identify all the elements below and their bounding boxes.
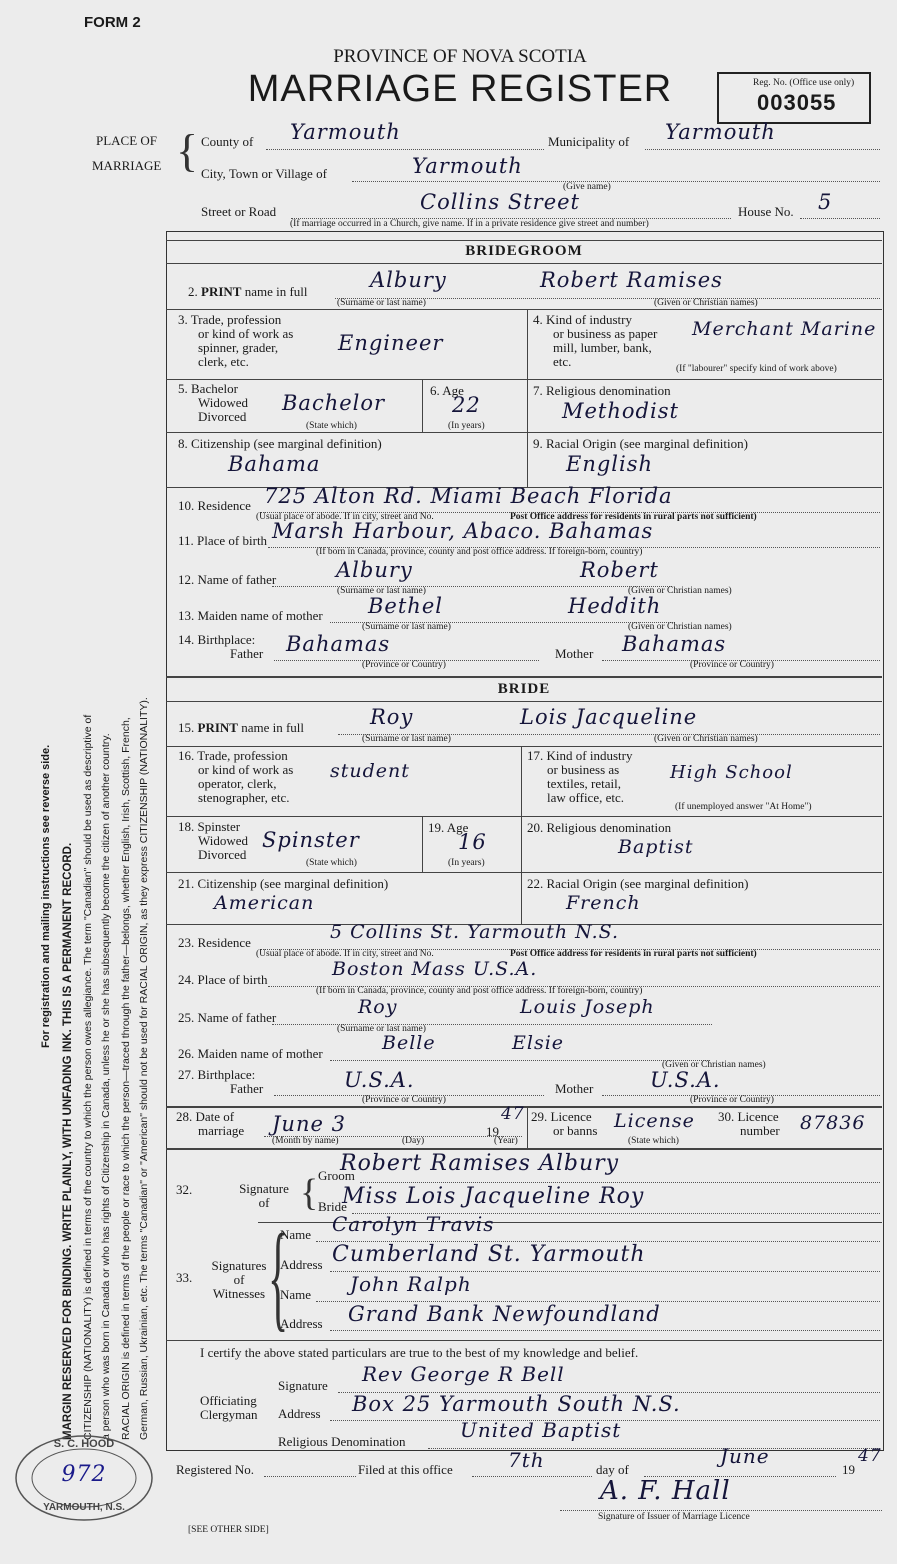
f29-label: 29. Licence or banns bbox=[531, 1109, 598, 1138]
f30-label: 30. Licence number bbox=[718, 1109, 780, 1138]
groom-mother-surname-note: (Surname or last name) bbox=[362, 622, 451, 632]
margin-note-3: CITIZENSHIP (NATIONALITY) is defined in terms of the country to which the person owes allegiance. The term "Canadian" should be used as descriptive of bbox=[82, 714, 94, 1440]
house-value: 5 bbox=[818, 190, 833, 214]
margin-note-2: MARGIN RESERVED FOR BINDING. WRITE PLAINLY, WITH UNFADING INK. THIS IS A PERMANENT RECORD. bbox=[62, 842, 74, 1440]
bride-citizenship: American bbox=[214, 892, 315, 914]
bride-mother-given: Elsie bbox=[512, 1032, 565, 1054]
f10-note-1: (Usual place of abode. If in city, street and No. bbox=[256, 512, 434, 522]
bride-father-given: Louis Joseph bbox=[520, 996, 655, 1018]
groom-father-surname: Albury bbox=[336, 558, 413, 582]
f2-num: 2. bbox=[188, 284, 198, 299]
house-label: House No. bbox=[738, 204, 794, 219]
bride-age: 16 bbox=[458, 830, 487, 854]
groom-sig-label: Groom bbox=[318, 1168, 355, 1183]
month-note: (Month by name) bbox=[272, 1136, 339, 1146]
groom-father-given: Robert bbox=[580, 558, 659, 582]
f4-label: 4. Kind of industry or business as paper mill, lumber, bank, etc. bbox=[533, 312, 658, 369]
w2-name-label: Name bbox=[280, 1287, 312, 1302]
groom-mother-surname: Bethel bbox=[368, 594, 443, 618]
witness1-address: Cumberland St. Yarmouth bbox=[332, 1242, 646, 1267]
f32-label: Signature of bbox=[239, 1181, 289, 1210]
f14-father-label: Father bbox=[230, 646, 264, 661]
bride-father-surname-note: (Surname or last name) bbox=[337, 1024, 426, 1034]
clergy-signature: Rev George R Bell bbox=[362, 1362, 565, 1386]
f15-num: 15. bbox=[178, 720, 195, 735]
bride-father-birthplace: U.S.A. bbox=[344, 1068, 415, 1092]
groom-residence: 725 Alton Rd. Miami Beach Florida bbox=[264, 484, 673, 508]
f15-print: PRINT bbox=[197, 720, 238, 735]
groom-religion: Methodist bbox=[562, 399, 679, 423]
street-value: Collins Street bbox=[420, 190, 580, 214]
groom-trade: Engineer bbox=[338, 331, 444, 355]
bride-given: Lois Jacqueline bbox=[520, 705, 698, 729]
place-label-2: MARRIAGE bbox=[92, 158, 162, 173]
groom-mother-birthplace: Bahamas bbox=[622, 632, 727, 656]
clergy-signature-label: Signature bbox=[278, 1378, 328, 1393]
issuer-signature: A. F. Hall bbox=[600, 1476, 731, 1506]
municipality-label: Municipality of bbox=[548, 134, 630, 149]
f8-label: 8. Citizenship (see marginal definition) bbox=[178, 436, 382, 451]
filed-year-prefix: 19 bbox=[842, 1462, 855, 1477]
w1-address-label: Address bbox=[280, 1257, 323, 1272]
registrar-stamp bbox=[12, 1432, 156, 1524]
province-heading: PROVINCE OF NOVA SCOTIA bbox=[333, 46, 587, 67]
groom-father-birthplace: Bahamas bbox=[286, 632, 391, 656]
marriage-year: 47 bbox=[501, 1104, 525, 1124]
f21-label: 21. Citizenship (see marginal definition) bbox=[178, 876, 389, 891]
stamp-number: 972 bbox=[61, 1462, 107, 1487]
groom-racial-origin: English bbox=[566, 452, 654, 476]
reg-no-box bbox=[717, 72, 871, 124]
licence-number: 87836 bbox=[800, 1112, 866, 1134]
f32-brace: { bbox=[300, 1172, 319, 1214]
marriage-year-prefix: 19 bbox=[486, 1124, 499, 1139]
bride-heading: BRIDE bbox=[497, 681, 551, 697]
f26-label: 26. Maiden name of mother bbox=[178, 1046, 323, 1061]
bride-mother-surname: Belle bbox=[382, 1032, 436, 1054]
filed-year: 47 bbox=[858, 1446, 882, 1466]
licence-type: License bbox=[614, 1110, 695, 1132]
f24-note: (If born in Canada, province, county and post office address. If foreign-born, country) bbox=[316, 986, 643, 996]
groom-in-years: (In years) bbox=[448, 421, 485, 431]
groom-citizenship: Bahama bbox=[228, 452, 321, 476]
f20-label: 20. Religious denomination bbox=[527, 820, 672, 835]
f13-label: 13. Maiden name of mother bbox=[178, 608, 323, 623]
reg-no-label: Reg. No. (Office use only) bbox=[753, 78, 855, 88]
bride-birthplace: Boston Mass U.S.A. bbox=[332, 958, 538, 980]
w2-address-label: Address bbox=[280, 1316, 323, 1331]
stamp-bottom-text: YARMOUTH, N.S. bbox=[43, 1502, 125, 1513]
city-value: Yarmouth bbox=[412, 154, 523, 178]
groom-state-which: (State which) bbox=[306, 421, 357, 431]
f14-mother-label: Mother bbox=[555, 646, 594, 661]
bride-mother-birthplace: U.S.A. bbox=[650, 1068, 721, 1092]
f9-label: 9. Racial Origin (see marginal definition) bbox=[533, 436, 748, 451]
groom-given-note: (Given or Christian names) bbox=[654, 298, 758, 308]
religious-denom-label: Religious Denomination bbox=[278, 1434, 406, 1449]
bridegroom-heading: BRIDEGROOM bbox=[465, 243, 583, 259]
f10-label: 10. Residence bbox=[178, 498, 251, 513]
groom-industry: Merchant Marine bbox=[692, 318, 877, 340]
witness2-name: John Ralph bbox=[350, 1272, 472, 1296]
f17-label: 17. Kind of industry or business as textiles, retail, law office, etc. bbox=[527, 748, 633, 805]
bride-status: Spinster bbox=[262, 828, 360, 852]
groom-father-given-note: (Given or Christian names) bbox=[628, 586, 732, 596]
groom-surname: Albury bbox=[370, 268, 447, 292]
f23-note-2: Post Office address for residents in rural parts not sufficient) bbox=[510, 949, 757, 959]
witness1-name: Carolyn Travis bbox=[332, 1212, 495, 1236]
f6-label: 6. Age bbox=[430, 383, 464, 398]
county-label: County of bbox=[201, 134, 254, 149]
f27-mother-note: (Province or Country) bbox=[690, 1095, 774, 1105]
registered-no-label: Registered No. bbox=[176, 1462, 254, 1477]
clergy-address: Box 25 Yarmouth South N.S. bbox=[352, 1392, 681, 1416]
f14-father-note: (Province or Country) bbox=[362, 660, 446, 670]
groom-father-surname-note: (Surname or last name) bbox=[337, 586, 426, 596]
f19-label: 19. Age bbox=[428, 820, 469, 835]
f2-print: PRINT bbox=[201, 284, 242, 299]
marriage-month-day: June 3 bbox=[272, 1112, 346, 1136]
f3-label: 3. Trade, profession or kind of work as spinner, grader, clerk, etc. bbox=[178, 312, 294, 369]
officiating-label: Officiating Clergyman bbox=[200, 1393, 258, 1422]
day-of-label: day of bbox=[596, 1462, 629, 1477]
groom-signature: Robert Ramises Albury bbox=[340, 1151, 620, 1176]
groom-mother-given-note: (Given or Christian names) bbox=[628, 622, 732, 632]
stamp-top-text: S. C. HOOD bbox=[53, 1438, 115, 1450]
certify-text: I certify the above stated particulars are true to the best of my knowledge and belief. bbox=[200, 1345, 639, 1360]
f28-label: 28. Date of marriage bbox=[176, 1109, 245, 1138]
f5-label: 5. Bachelor Widowed Divorced bbox=[178, 381, 249, 424]
licence-state-which: (State which) bbox=[628, 1136, 679, 1146]
filed-month: June bbox=[720, 1444, 770, 1468]
f24-label: 24. Place of birth bbox=[178, 972, 268, 987]
bride-state-which: (State which) bbox=[306, 858, 357, 868]
f11-note: (If born in Canada, province, county and post office address. If foreign-born, country) bbox=[316, 547, 643, 557]
margin-note-6: German, Russian, Ukrainian, etc. The terms "Canadian" or "American" should not be used for RACIAL ORIGIN, as they express CITIZENSHIP (NATIONALITY). bbox=[138, 697, 150, 1440]
bride-industry: High School bbox=[670, 762, 793, 783]
page-title: MARRIAGE REGISTER bbox=[247, 68, 673, 110]
bride-signature: Miss Lois Jacqueline Roy bbox=[342, 1184, 645, 1209]
bride-surname: Roy bbox=[370, 705, 414, 729]
w1-name-label: Name bbox=[280, 1227, 312, 1242]
f33-label: Signatures of Witnesses bbox=[211, 1258, 267, 1301]
filed-day: 7th bbox=[508, 1448, 545, 1472]
f23-label: 23. Residence bbox=[178, 935, 251, 950]
margin-note-5: RACIAL ORIGIN is defined in terms of the people or race to which the person—traced through the father—belongs, whether English, Irish, Scottish, French, bbox=[120, 717, 132, 1440]
groom-age: 22 bbox=[452, 393, 481, 417]
bride-racial-origin: French bbox=[566, 892, 641, 914]
f27-label: 27. Birthplace: bbox=[178, 1067, 256, 1082]
groom-mother-given: Heddith bbox=[568, 594, 662, 618]
f25-label: 25. Name of father bbox=[178, 1010, 277, 1025]
bride-residence: 5 Collins St. Yarmouth N.S. bbox=[330, 921, 620, 943]
f14-label: 14. Birthplace: bbox=[178, 632, 256, 647]
f11-label: 11. Place of birth bbox=[178, 533, 268, 548]
issuer-note: Signature of Issuer of Marriage Licence bbox=[598, 1512, 750, 1522]
groom-given: Robert Ramises bbox=[540, 268, 723, 292]
place-label-1: PLACE OF bbox=[96, 133, 158, 148]
groom-surname-note: (Surname or last name) bbox=[337, 298, 426, 308]
form-label: FORM 2 bbox=[84, 14, 141, 31]
bride-sig-label: Bride bbox=[318, 1199, 347, 1214]
year-note: (Year) bbox=[494, 1136, 518, 1146]
f33-num: 33. bbox=[176, 1270, 193, 1285]
f22-label: 22. Racial Origin (see marginal definition) bbox=[527, 876, 749, 891]
f16-label: 16. Trade, profession or kind of work as operator, clerk, stenographer, etc. bbox=[178, 748, 294, 805]
clergy-address-label: Address bbox=[278, 1406, 321, 1421]
bride-mother-given-note: (Given or Christian names) bbox=[662, 1060, 766, 1070]
see-other-side: [SEE OTHER SIDE] bbox=[188, 1525, 269, 1535]
f10-note-2: Post Office address for residents in rural parts not sufficient) bbox=[510, 512, 757, 522]
bride-surname-note: (Surname or last name) bbox=[362, 734, 451, 744]
f7-label: 7. Religious denomination bbox=[533, 383, 671, 398]
bride-trade: student bbox=[330, 760, 410, 782]
f2-label: name in full bbox=[244, 284, 308, 299]
bride-father-surname: Roy bbox=[358, 996, 398, 1018]
place-brace: { bbox=[176, 125, 199, 176]
day-note: (Day) bbox=[402, 1136, 425, 1146]
f32-num: 32. bbox=[176, 1182, 193, 1197]
f27-father-note: (Province or Country) bbox=[362, 1095, 446, 1105]
f27-father-label: Father bbox=[230, 1081, 264, 1096]
f4-note: (If "labourer" specify kind of work above) bbox=[676, 364, 837, 374]
bride-in-years: (In years) bbox=[448, 858, 485, 868]
reg-no-value: 003055 bbox=[757, 90, 837, 115]
f15-label: name in full bbox=[241, 720, 305, 735]
margin-note-4: a person who was born in Canada or who has rights of Citizenship in Canada, unless he or she has subsequently become the citizen of another country. bbox=[100, 733, 112, 1440]
bride-religion: Baptist bbox=[618, 836, 694, 858]
street-note: (If marriage occurred in a Church, give name. If in a private residence give street and number) bbox=[290, 219, 649, 229]
witness2-address: Grand Bank Newfoundland bbox=[348, 1302, 661, 1326]
f12-label: 12. Name of father bbox=[178, 572, 277, 587]
give-name-note: (Give name) bbox=[563, 182, 611, 192]
street-label: Street or Road bbox=[201, 204, 277, 219]
f27-mother-label: Mother bbox=[555, 1081, 594, 1096]
county-value: Yarmouth bbox=[290, 120, 401, 144]
f33-brace: { bbox=[268, 1209, 289, 1342]
filed-label: Filed at this office bbox=[358, 1462, 453, 1477]
f14-mother-note: (Province or Country) bbox=[690, 660, 774, 670]
bride-given-note: (Given or Christian names) bbox=[654, 734, 758, 744]
municipality-value: Yarmouth bbox=[665, 120, 776, 144]
margin-note-1: For registration and mailing instructions see reverse side. bbox=[40, 744, 52, 1048]
f17-note: (If unemployed answer "At Home") bbox=[675, 802, 812, 812]
f23-note-1: (Usual place of abode. If in city, street and No. bbox=[256, 949, 434, 959]
clergy-denomination: United Baptist bbox=[460, 1418, 622, 1442]
groom-status: Bachelor bbox=[282, 391, 386, 415]
groom-birthplace: Marsh Harbour, Abaco. Bahamas bbox=[272, 519, 654, 543]
city-label: City, Town or Village of bbox=[201, 166, 327, 181]
f18-label: 18. Spinster Widowed Divorced bbox=[178, 819, 249, 862]
